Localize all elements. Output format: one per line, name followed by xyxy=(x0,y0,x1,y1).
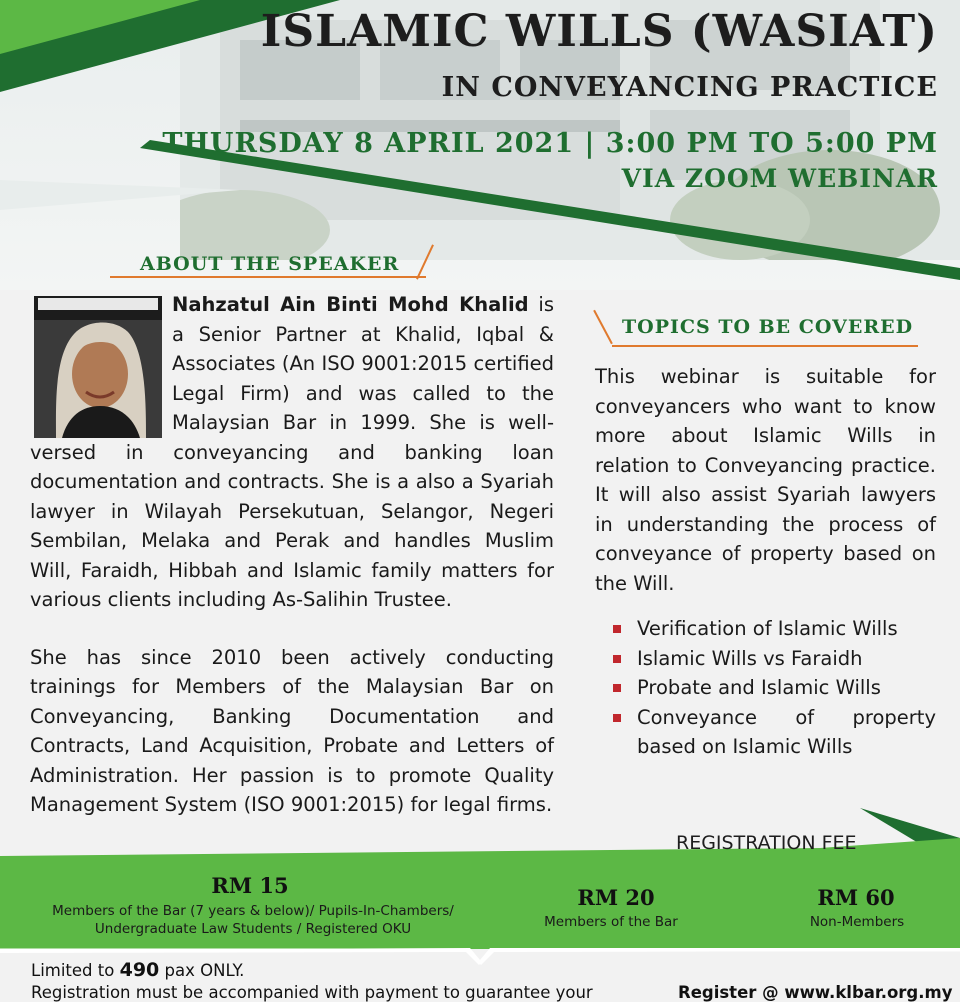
topic-item: Verification of Islamic Wills xyxy=(595,614,936,644)
topic-item: Islamic Wills vs Faraidh xyxy=(595,644,936,674)
bullet-icon xyxy=(613,625,621,633)
bullet-icon xyxy=(613,684,621,692)
topic-item: Probate and Islamic Wills xyxy=(595,673,936,703)
bullet-icon xyxy=(613,714,621,722)
topics-heading: TOPICS TO BE COVERED xyxy=(622,316,914,338)
register-link[interactable]: Register @ www.klbar.org.my xyxy=(678,983,953,1002)
photo-spacer xyxy=(30,290,172,436)
topics-underline xyxy=(612,345,918,347)
topics-list xyxy=(595,614,936,762)
topics-intro: This webinar is suitable for conveyancers who want to know more about Islamic Wills in relation to Conveyancing practice. It will also assist Syariah lawyers in understanding the process of conveyance of property based on the Will. xyxy=(595,365,936,595)
registration-note: Registration must be accompanied with payment to guarantee your xyxy=(31,983,593,1002)
speaker-name: Nahzatul Ain Binti Mohd Khalid xyxy=(172,293,529,316)
topics-slash xyxy=(593,310,613,344)
registration-fee-heading: REGISTRATION FEE xyxy=(676,832,857,854)
fee-desc-tier-2: Members of the Bar xyxy=(544,914,678,930)
fee-price-tier-1: RM 15 xyxy=(211,873,289,898)
hero-banner xyxy=(0,0,960,290)
fee-price-tier-2: RM 20 xyxy=(577,885,655,910)
speaker-bio-second: She has since 2010 been actively conducting trainings for Members of the Malaysian Bar on Conveyancing, Banking Documentation and Contracts, Land Acquisition, Probate and Letters of Administration. Her passion is to promote Quality Management System (ISO 9001:2015) for legal firms. xyxy=(30,645,554,816)
event-subtitle: IN CONVEYANCING PRACTICE xyxy=(441,72,938,103)
about-speaker-underline xyxy=(110,276,426,278)
topic-item: Conveyance of property based on Islamic Wills xyxy=(595,703,936,762)
event-title: ISLAMIC WILLS (WASIAT) xyxy=(260,6,938,57)
fee-desc-tier-3: Non-Members xyxy=(809,914,905,930)
event-datetime: THURSDAY 8 APRIL 2021 | 3:00 PM TO 5:00 PM xyxy=(162,128,938,159)
speaker-bio-first: is a Senior Partner at Khalid, Iqbal & Associates (An ISO 9001:2015 certified Legal Firm) and was called to the Malaysian Bar in 1999. She is well-versed in conveyancing and banking loan documentation and contracts. She is a also a Syariah lawyer in Wilayah Persekutuan, Selangor, Negeri Sembilan, Melaka and Perak and handles Muslim Will, Faraidh, Hibbah and Islamic family matters for various clients including As-Salihin Trustee. xyxy=(30,293,554,611)
topics-section xyxy=(595,362,936,762)
speaker-bio xyxy=(30,290,554,848)
event-venue: VIA ZOOM WEBINAR xyxy=(621,164,938,193)
capacity-limit: Limited to 490 pax ONLY. xyxy=(31,959,245,981)
bullet-icon xyxy=(613,655,621,663)
fee-desc-tier-1: Members of the Bar (7 years & below)/ Pupils-In-Chambers/ Undergraduate Law Students / Registered OKU xyxy=(52,903,454,937)
about-speaker-heading: ABOUT THE SPEAKER xyxy=(140,253,400,275)
fee-price-tier-3: RM 60 xyxy=(817,885,895,910)
